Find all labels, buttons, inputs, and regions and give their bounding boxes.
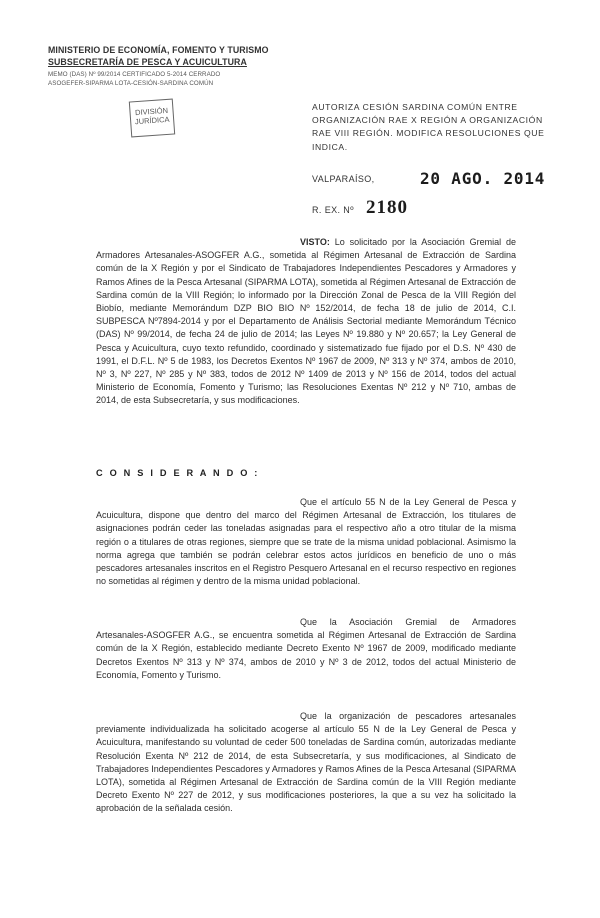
place-label: VALPARAÍSO, — [312, 174, 375, 184]
ministry-name: MINISTERIO DE ECONOMÍA, FOMENTO Y TURISMO — [48, 45, 269, 55]
considerando-paragraph-3 — [96, 710, 516, 816]
division-juridica-stamp: DIVISIÓN JURÍDICA — [129, 99, 175, 138]
considerando-paragraph-1 — [96, 496, 516, 588]
considerando-heading: C O N S I D E R A N D O : — [96, 468, 260, 478]
considerando-3-text: Que la organización de pescadores artesanales previamente individualizada ha solicitado acogerse al artículo 55 N de la Ley General de Pesca y Acuicultura, manifestando su voluntad de ceder 500 toneladas de Sardina común, autorizadas mediante Resolución Exenta Nº 212 de 2014, de esta Subsecretaría, y sus modificaciones, al Sindicato de Trabajadores Independientes Pescadores y Armadores y Ramos Afines de la Pesca Artesanal (SIPARMA LOTA), sometida al Régimen Artesanal de Extracción de Sardina común de la VIII Región mediante Decreto Exento Nº 227 de 2012, y sus modificaciones posteriores, la que a su vez ha solicitado la aprobación de la señalada cesión. — [96, 711, 516, 814]
subsecretaria-name: SUBSECRETARÍA DE PESCA Y ACUICULTURA — [48, 57, 247, 67]
visto-paragraph — [96, 236, 516, 408]
resolution-date: 20 AGO. 2014 — [420, 169, 546, 188]
rex-label: R. EX. Nº — [312, 205, 354, 215]
visto-text: Lo solicitado por la Asociación Gremial de Armadores Artesanales-ASOGFER A.G., sometida al Régimen Artesanal de Extracción de Sardina común de la X Región y por el Sindicato de Trabajadores Independientes Pescadores y Armadores y Ramos Afines de la Pesca Artesanal (SIPARMA LOTA), sometida al Régimen Artesanal de Extracción de Sardina común de la VIII Región; lo informado por la Dirección Zonal de Pesca de la VIII Región del Biobío, mediante Memorándum DZP BIO BIO Nº 152/2014, de fecha 18 de julio de 2014, C.I. SUBPESCA Nº7894-2014 y por el Departamento de Análisis Sectorial mediante Memorándum Técnico (DAS) Nº 99/2014, de fecha 24 de julio de 2014; las Leyes Nº 19.880 y Nº 20.657; la Ley General de Pesca y Acuicultura, cuyo texto refundido, coordinado y sistematizado fue fijado por el D.S. Nº 430 de 1991, el D.F.L. Nº 5 de 1983, los Decretos Exentos Nº 1967 de 2009, Nº 313 y Nº 374, ambos de 2010, Nº 3, Nº 227, Nº 285 y Nº 383, todos de 2012 Nº 1409 de 2013 y Nº 156 de 2014, todos del actual Ministerio de Economía, Fomento y Turismo; las Resoluciones Exentas Nº 212 y Nº 710, ambas de 2014, de esta Subsecretaría, y sus modificaciones. — [96, 237, 516, 406]
resolution-subject: AUTORIZA CESIÓN SARDINA COMÚN ENTRE ORGANIZACIÓN RAE X REGIÓN A ORGANIZACIÓN RAE VIII REGIÓN. MODIFICA RESOLUCIONES QUE INDICA. — [312, 102, 545, 152]
resolution-number: 2180 — [366, 197, 408, 218]
considerando-2-text: Que la Asociación Gremial de Armadores Artesanales-ASOGFER A.G., se encuentra sometida al Régimen Artesanal de Extracción de Sardina común de la X Región, establecido mediante Decreto Exento Nº 1967 de 2009, modificado mediante Decretos Exentos Nº 313 y Nº 374, ambos de 2010 y Nº 3 de 2012, todos del actual Ministerio de Economía, Fomento y Turismo. — [96, 617, 516, 680]
visto-label: VISTO: — [300, 237, 330, 247]
considerando-paragraph-2 — [96, 616, 516, 682]
reference-line-1: MEMO (DAS) Nº 99/2014 CERTIFICADO 5-2014 CERRADO — [48, 71, 221, 78]
considerando-1-text: Que el artículo 55 N de la Ley General de Pesca y Acuicultura, dispone que dentro del marco del Régimen Artesanal de Extracción, los titulares de asignaciones podrán ceder las toneladas asignadas para el respectivo año a otro titular de la misma región o a titulares de otras regiones, siempre que se trate de la misma unidad poblacional. Asimismo la norma agrega que también se podrán celebrar estos actos jurídicos en beneficio de uno o más pescadores artesanales inscritos en el Registro Pesquero Artesanal en el recurso respectivo en regiones no sometidas al régimen y dentro de la misma unidad poblacional. — [96, 497, 516, 587]
reference-line-2: ASOGEFER-SIPARMA LOTA-CESIÓN-SARDINA COMÚN — [48, 80, 214, 87]
